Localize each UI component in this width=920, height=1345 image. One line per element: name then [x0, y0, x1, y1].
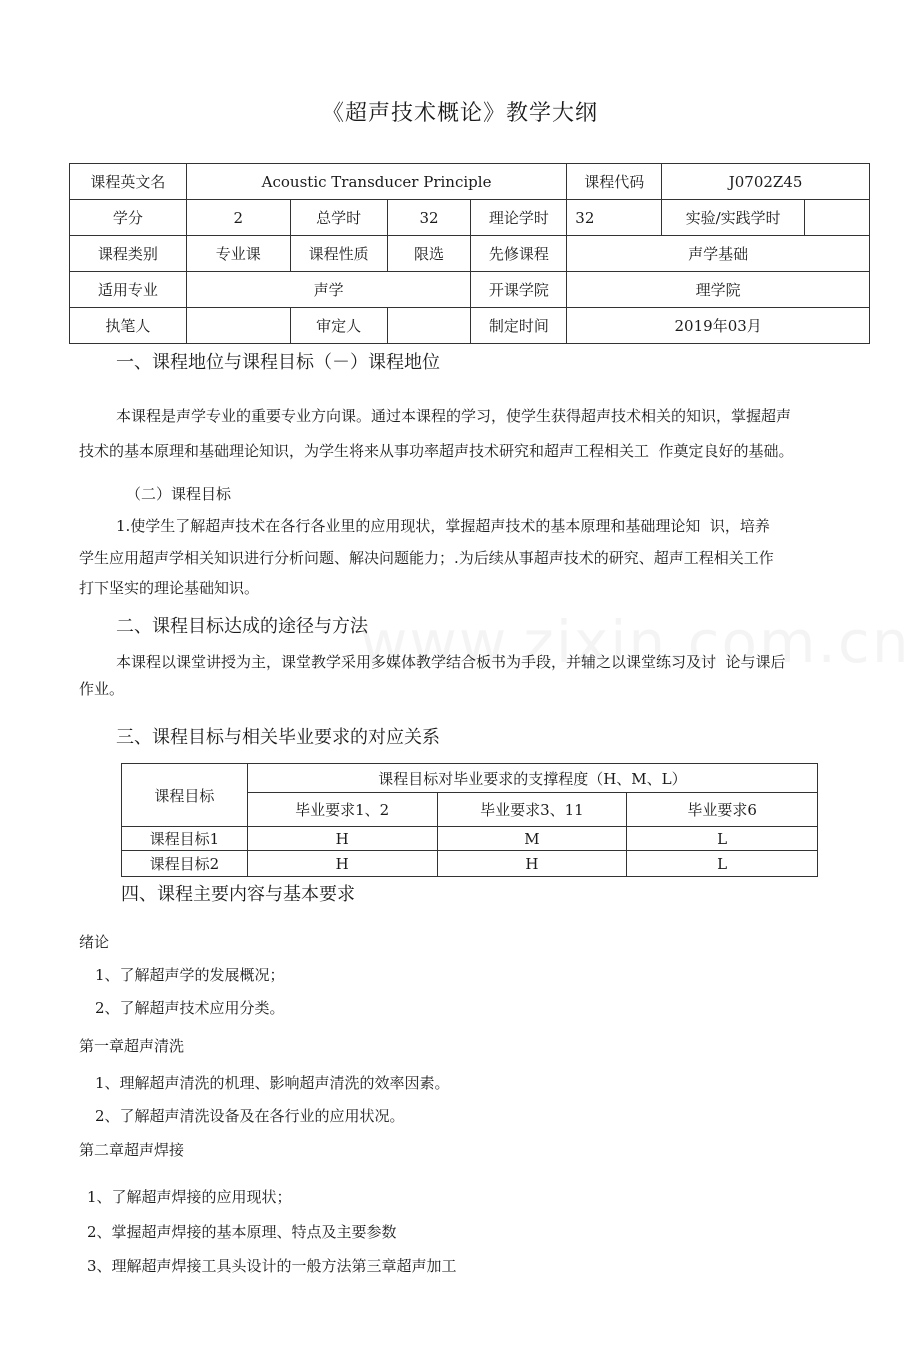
label-lab-hours: 实验/实践学时 [662, 200, 805, 236]
list-item: 1、了解超声学的发展概况； [95, 966, 285, 984]
value-course-category: 专业课 [186, 236, 290, 272]
table-row [70, 200, 870, 236]
label-prerequisite: 先修课程 [471, 236, 567, 272]
label-course-code: 课程代码 [567, 164, 662, 200]
label-course-nature: 课程性质 [290, 236, 387, 272]
label-theory-hours: 理论学时 [471, 200, 567, 236]
paragraph-line: 学生应用超声学相关知识进行分析问题、解决问题能力；.为后续从事超声技术的研究、超声工程相关工作 [79, 549, 774, 567]
label-reviewer: 审定人 [290, 308, 387, 344]
cell-rating: H [437, 851, 627, 877]
chapter-heading: 第一章超声清洗 [79, 1037, 185, 1055]
header-requirement: 毕业要求6 [627, 793, 818, 827]
list-item: 2、了解超声清洗设备及在各行业的应用状况。 [95, 1107, 405, 1125]
value-major: 声学 [186, 272, 471, 308]
label-credits: 学分 [70, 200, 187, 236]
label-date: 制定时间 [471, 308, 567, 344]
value-english-name: Acoustic Transducer Principle [186, 164, 566, 200]
list-item: 2、掌握超声焊接的基本原理、特点及主要参数 [87, 1223, 397, 1241]
value-theory-hours: 32 [567, 200, 662, 236]
paragraph-line: 本课程以课堂讲授为主，课堂教学采用多媒体教学结合板书为手段，并辅之以课堂练习及讨 论与课后 [116, 653, 786, 671]
paragraph-line: 本课程是声学专业的重要专业方向课。通过本课程的学习，使学生获得超声技术相关的知识，掌握超声 [116, 407, 792, 425]
section-1-subheading: （二）课程目标 [126, 485, 232, 503]
list-item: 3、理解超声焊接工具头设计的一般方法第三章超声加工 [87, 1257, 457, 1275]
value-lab-hours [805, 200, 870, 236]
value-college: 理学院 [567, 272, 870, 308]
header-support-degree: 课程目标对毕业要求的支撑程度（H、M、L） [247, 764, 817, 793]
chapter-heading: 绪论 [79, 933, 110, 951]
cell-rating: L [627, 827, 818, 851]
paragraph-line: 1.使学生了解超声技术在各行各业里的应用现状，掌握超声技术的基本原理和基础理论知 识，培养 [116, 517, 770, 535]
cell-rating: L [627, 851, 818, 877]
table-row [122, 851, 818, 877]
section-3-heading: 三、课程目标与相关毕业要求的对应关系 [116, 727, 440, 748]
cell-rating: H [247, 851, 437, 877]
table-row [122, 827, 818, 851]
header-course-goal: 课程目标 [122, 764, 248, 827]
list-item: 1、理解超声清洗的机理、影响超声清洗的效率因素。 [95, 1074, 450, 1092]
row-goal-name: 课程目标2 [122, 851, 248, 877]
label-course-category: 课程类别 [70, 236, 187, 272]
value-credits: 2 [186, 200, 290, 236]
cell-rating: H [247, 827, 437, 851]
value-prerequisite: 声学基础 [567, 236, 870, 272]
list-item: 2、了解超声技术应用分类。 [95, 999, 285, 1017]
table-row [70, 236, 870, 272]
document-title: 《超声技术概论》教学大纲 [321, 101, 598, 126]
value-course-nature: 限选 [387, 236, 471, 272]
chapter-heading: 第二章超声焊接 [79, 1141, 185, 1159]
requirements-table [121, 763, 818, 877]
list-item: 1、了解超声焊接的应用现状； [87, 1188, 292, 1206]
header-requirement: 毕业要求3、11 [437, 793, 627, 827]
value-course-code: J0702Z45 [662, 164, 870, 200]
label-total-hours: 总学时 [290, 200, 387, 236]
cell-rating: M [437, 827, 627, 851]
table-row [70, 308, 870, 344]
value-total-hours: 32 [387, 200, 471, 236]
value-author [186, 308, 290, 344]
paragraph-line: 作业。 [79, 680, 125, 698]
table-row [122, 764, 818, 793]
paragraph-line: 打下坚实的理论基础知识。 [79, 579, 260, 597]
section-4-heading: 四、课程主要内容与基本要求 [121, 884, 355, 905]
row-goal-name: 课程目标1 [122, 827, 248, 851]
value-reviewer [387, 308, 471, 344]
header-requirement: 毕业要求1、2 [247, 793, 437, 827]
course-info-table [69, 163, 870, 344]
section-2-heading: 二、课程目标达成的途径与方法 [116, 616, 368, 637]
value-date: 2019年03月 [567, 308, 870, 344]
watermark [360, 608, 911, 676]
section-1-heading: 一、课程地位与课程目标（－）课程地位 [116, 352, 440, 373]
label-english-name: 课程英文名 [70, 164, 187, 200]
label-author: 执笔人 [70, 308, 187, 344]
table-row [70, 164, 870, 200]
table-row [70, 272, 870, 308]
label-college: 开课学院 [471, 272, 567, 308]
paragraph-line: 技术的基本原理和基础理论知识，为学生将来从事功率超声技术研究和超声工程相关工 作奠定良好的基础。 [79, 442, 794, 460]
label-major: 适用专业 [70, 272, 187, 308]
